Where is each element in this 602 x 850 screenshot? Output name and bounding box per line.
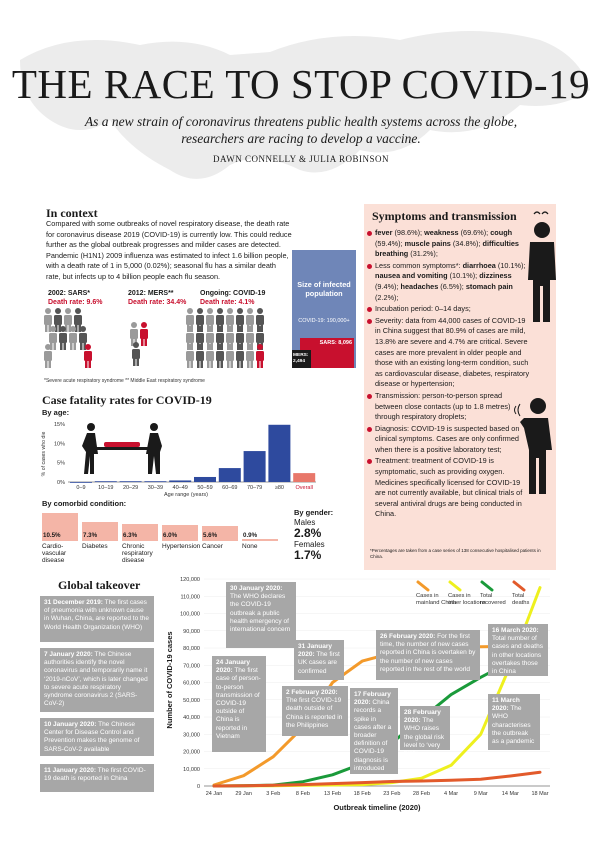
age-fatality-chart — [36, 414, 350, 498]
stretcher-icon — [82, 423, 162, 474]
legend-label: deaths — [512, 600, 530, 606]
timeline-annotation: 28 February 2020: The WHO raises the global risk level to ‘very high’ — [400, 706, 450, 750]
person-icon — [84, 344, 92, 368]
sars-outbreak-label: 2002: SARS* Death rate: 9.6% — [48, 290, 103, 306]
sars-size-label: SARS: 8,096 — [319, 340, 352, 346]
y-tick-label: 5% — [57, 460, 65, 467]
person-icon — [236, 344, 244, 368]
symptoms-list — [366, 228, 530, 521]
infected-population-label: Size of infected population — [297, 280, 351, 298]
timeline-event: 7 January 2020: The Chinese authorities identify the novel coronavirus and temporarily name it ‘2019-nCoV’, which is later changed to severe acute respiratory syndrome coronavirus 2 (SARS-CoV-2) — [40, 648, 154, 712]
person-icon — [196, 344, 204, 368]
page-title: THE RACE TO STOP COVID-19 — [11, 61, 591, 107]
age-bar — [268, 425, 290, 482]
timeline-annotation: 2 February 2020: The first COVID-19 death outside of China is reported in the Philippines — [282, 686, 348, 736]
males-value: 2.8% — [294, 526, 322, 540]
person-icon — [44, 344, 52, 368]
x-tick-label: 4 Mar — [444, 791, 459, 797]
global-takeover-title: Global takeover — [58, 578, 141, 592]
y-tick-label: 20,000 — [183, 749, 200, 756]
y-tick-label: 100,000 — [180, 611, 200, 618]
covid-size-label: COVID-19: 190,000+ — [298, 318, 350, 324]
y-tick-label: 110,000 — [180, 594, 200, 601]
legend-label: Cases in — [448, 593, 471, 599]
age-bar — [194, 477, 216, 482]
y-tick-label: 90,000 — [183, 628, 200, 635]
x-tick-label: 29 Jan — [235, 791, 252, 797]
age-bar — [95, 481, 117, 482]
x-tick-label: 30–39 — [147, 485, 164, 491]
y-axis-label: Number of COVID-19 cases — [165, 631, 174, 729]
timeline-event: 10 January 2020: The Chinese Center for Disease Control and Prevention makes the genome of SARS-CoV-2 available — [40, 718, 154, 756]
x-tick-label: 70–79 — [246, 485, 263, 491]
comorbid-label: Cancer — [202, 543, 223, 550]
x-tick-label: 24 Jan — [205, 791, 223, 797]
x-tick-label: 13 Feb — [323, 791, 342, 797]
y-tick-label: 10,000 — [183, 766, 200, 773]
person-icon — [132, 342, 140, 366]
coughing-person-icon — [512, 388, 556, 498]
age-bar — [120, 481, 142, 482]
timeline-annotation: 17 February 2020: China records a spike in cases after a broader definition of COVID-19 diagnosis is introduced — [350, 688, 398, 774]
timeline-annotation: 11 March 2020: The WHO characterises the outbreak as a pandemic — [488, 694, 540, 750]
x-tick-label: 18 Feb — [353, 791, 371, 797]
person-icon — [69, 326, 77, 350]
y-tick-label: 15% — [53, 422, 65, 428]
symptoms-title: Symptoms and transmission — [372, 209, 517, 223]
legend-swatch — [418, 582, 428, 590]
symptom-item: Transmission: person-to-person spread between close contacts (up to 1.8 metres) through respiratory droplets; — [366, 391, 530, 423]
context-footnote: *Severe acute respiratory syndrome ** Middle East respiratory syndrome — [44, 378, 205, 384]
x-tick-label: 40–49 — [172, 485, 188, 491]
age-bar — [144, 481, 166, 482]
by-gender-label: By gender: — [294, 508, 334, 517]
by-age-label: By age: — [42, 408, 70, 417]
x-tick-label: 23 Feb — [383, 791, 401, 797]
person-icon — [226, 344, 234, 368]
x-tick-label: 60–69 — [222, 485, 238, 491]
y-tick-label: 120,000 — [180, 577, 200, 583]
symptom-item: Severity: data from 44,000 cases of COVID-19 in China suggest that 80.9% of cases are mild, 13.8% are severe and 4.7% are critical. Severe cases are more prevalent in older people and those with an existing long-term condition, such as cardiovascular disease, diabetes, respiratory disease or hypertension; — [366, 316, 530, 390]
y-tick-label: 50,000 — [183, 697, 200, 704]
comorbid-label: Hypertension — [162, 543, 201, 550]
legend-label: Total — [480, 593, 493, 599]
y-axis-label: % of cases who die — [41, 431, 47, 477]
comorbid-value: 6.3% — [123, 532, 138, 539]
age-bar — [244, 451, 266, 482]
comorbid-value: 0.9% — [243, 532, 258, 539]
symptom-item: Incubation period: 0–14 days; — [366, 304, 530, 315]
person-icon — [256, 344, 264, 368]
legend-swatch — [514, 582, 524, 590]
y-tick-label: 10% — [53, 441, 65, 448]
timeline-event: 31 December 2019: The first cases of pneumonia with unknown cause in Wuhan, China, are reported to the World Health Organization (WHO) — [40, 596, 154, 642]
y-tick-label: 40,000 — [183, 715, 200, 721]
symptom-item: Diagnosis: COVID-19 is suspected based on clinical symptoms. Cases are only confirmed when there is a positive laboratory test; — [366, 424, 530, 456]
y-tick-label: 0 — [196, 784, 200, 790]
age-bar — [169, 480, 191, 482]
comorbid-value: 7.3% — [83, 532, 98, 539]
x-tick-label: 10–19 — [98, 485, 114, 491]
context-title: In context — [46, 206, 98, 220]
timeline-annotation: 16 March 2020: Total number of cases and deaths in other locations overtakes those in China — [488, 624, 548, 676]
x-axis-label: Outbreak timeline (2020) — [333, 803, 421, 812]
comorbid-value: 6.0% — [163, 532, 178, 539]
timeline-event: 11 January 2020: The first COVID-19 death is reported in China — [40, 764, 154, 792]
legend-label: recovered — [480, 600, 506, 606]
y-tick-label: 30,000 — [183, 732, 200, 739]
x-tick-label: 28 Feb — [412, 791, 431, 797]
subtitle: As a new strain of coronavirus threatens public health systems across the globe, researchers are racing to develop a vaccine. — [84, 114, 518, 146]
timeline-annotation: 24 January 2020: The first case of person-to-person transmission of COVID-19 outside of China is reported in Vietnam — [212, 656, 266, 752]
comorbid-chart — [42, 507, 282, 567]
symptom-item: Less common symptoms*: diarrhoea (10.1%); nausea and vomiting (10.1%); dizziness (9.4%); headaches (6.5%); stomach pain (2.2%); — [366, 261, 530, 303]
legend-label: Cases in — [416, 593, 439, 599]
legend-swatch — [482, 582, 492, 590]
x-tick-label: 3 Feb — [266, 791, 281, 797]
males-label: Males — [294, 518, 316, 527]
sick-person-icon — [522, 210, 558, 330]
symptom-item: Treatment: treatment of COVID-19 is symptomatic, such as providing oxygen. Medicines specifically licensed for COVID-19 are not currently available, but clinical trials of several antiviral drugs are being conducted in China. — [366, 456, 530, 520]
symptoms-footnote: *Percentages are taken from a case series of 138 consecutive hospitalised patients in China. — [370, 548, 541, 559]
x-tick-label: ≥80 — [274, 485, 284, 491]
comorbid-label: Diabetes — [82, 543, 108, 550]
covid-outbreak-label: Ongoing: COVID-19 Death rate: 4.1% — [200, 290, 266, 306]
females-label: Females — [294, 540, 325, 549]
cfr-title: Case fatality rates for COVID-19 — [42, 393, 212, 407]
authors: DAWN CONNELLY & JULIA ROBINSON — [212, 154, 390, 164]
comorbid-label: Cardio- vascular disease — [42, 543, 67, 564]
x-tick-label: Overall — [295, 485, 313, 491]
y-tick-label: 0% — [57, 480, 65, 486]
legend-label: mainland China — [416, 600, 457, 606]
x-tick-label: 50–59 — [197, 485, 213, 491]
legend-label: other locations — [448, 600, 486, 606]
symptom-item: fever (98.6%); weakness (69.6%); cough (59.4%); muscle pains (34.8%); difficulties breathing (31.2%); — [366, 228, 530, 260]
comorbid-value: 10.5% — [43, 532, 61, 539]
y-tick-label: 60,000 — [183, 680, 200, 687]
x-tick-label: 9 Mar — [473, 791, 488, 797]
person-icon — [216, 344, 224, 368]
y-tick-label: 70,000 — [183, 663, 200, 670]
timeline-annotation: 30 January 2020: The WHO declares the COVID-19 outbreak a public health emergency of international concern — [226, 582, 296, 648]
comorbid-value: 5.6% — [203, 532, 218, 539]
person-icon — [246, 344, 254, 368]
person-icon — [59, 326, 67, 350]
person-icon — [206, 344, 214, 368]
comorbid-label: None — [242, 543, 258, 550]
timeline-annotation: 31 January 2020: The first UK cases are confirmed — [294, 640, 344, 680]
context-body: Compared with some outbreaks of novel respiratory disease, the death rate for coronavirus disease 2019 (COVID-19) is currently low. This could reduce further as the global outbreak progresses and milder cases are detected. Pandemic (H1N1) 2009 influenza was estimated to infect 1.6 billion people, with a death rate of 1 in 5,000 (0.02%); seasonal flu has a similar death rate, but infects up to 4 billion people each flu season. — [46, 219, 292, 281]
age-bar — [219, 468, 241, 482]
x-tick-label: 20–29 — [122, 485, 139, 491]
x-axis-label: Age range (years) — [163, 492, 209, 498]
people-pictograms — [44, 308, 290, 370]
timeline-annotation: 26 February 2020: For the first time, the number of new cases reported in China is overtaken by the number of new cases reported in the rest of the world — [376, 630, 480, 680]
mers-size-label: MERS: 2,494 — [293, 353, 309, 364]
x-tick-label: 0–9 — [76, 485, 86, 491]
x-tick-label: 14 Mar — [501, 791, 519, 797]
females-value: 1.7% — [294, 548, 322, 562]
legend-label: Total — [512, 593, 525, 599]
age-bar — [70, 482, 92, 483]
y-tick-label: 80,000 — [183, 646, 200, 652]
person-icon — [140, 322, 148, 346]
mers-outbreak-label: 2012: MERS** Death rate: 34.4% — [128, 290, 187, 306]
by-comorbid-label: By comorbid condition: — [42, 499, 127, 508]
legend-swatch — [450, 582, 460, 590]
comorbid-label: Chronic respiratory disease — [122, 543, 153, 564]
x-tick-label: 8 Feb — [295, 791, 310, 797]
person-icon — [186, 344, 194, 368]
age-bar — [293, 473, 315, 482]
x-tick-label: 18 Mar — [531, 791, 549, 797]
